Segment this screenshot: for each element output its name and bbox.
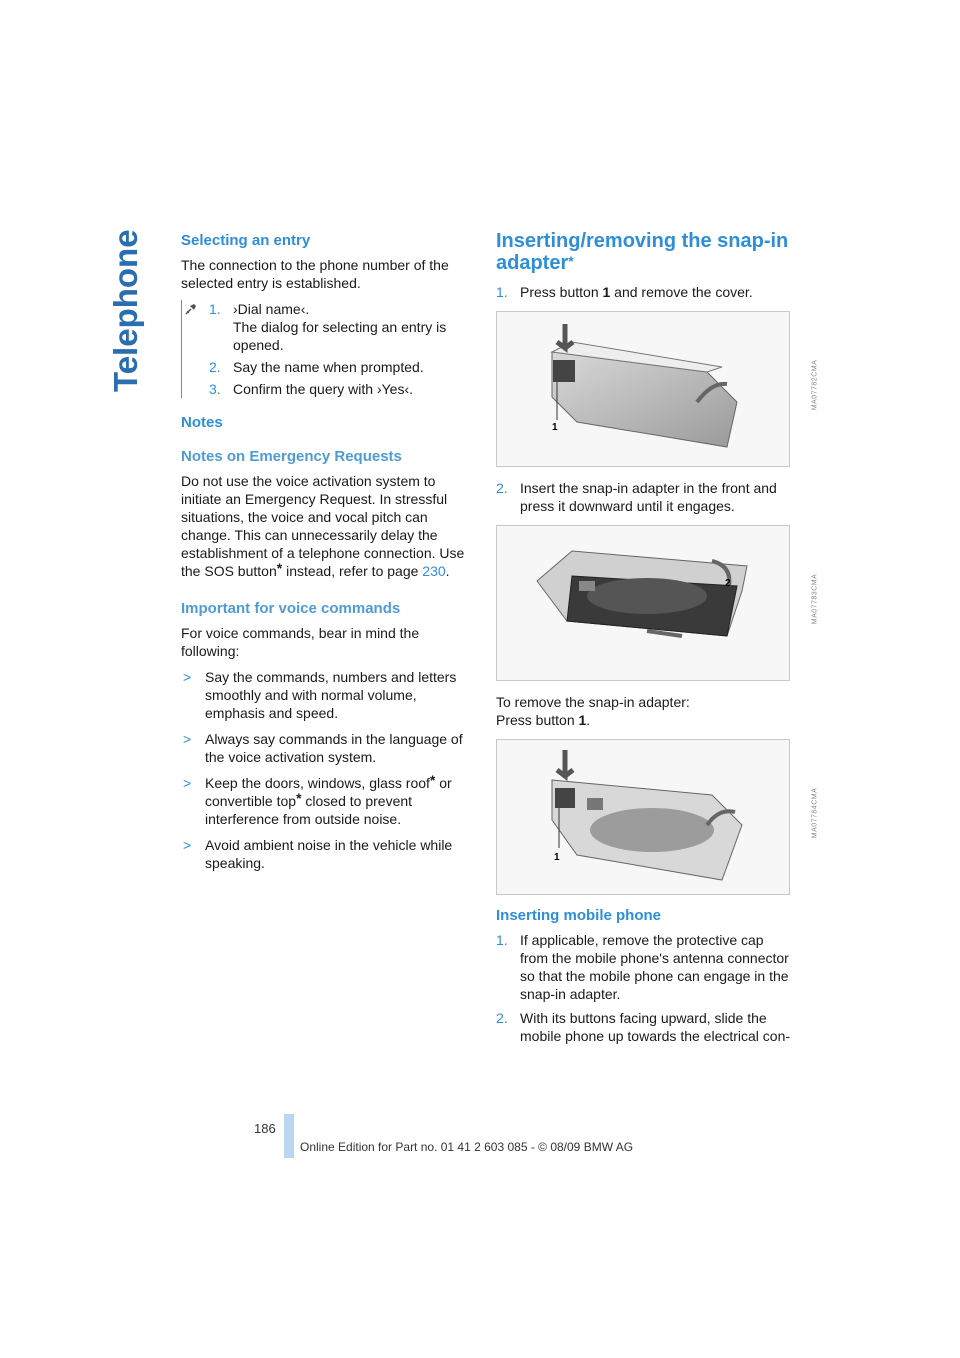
remove-intro: To remove the snap-in adapter: (496, 694, 690, 710)
voice-step: 3. Confirm the query with ›Yes‹. (209, 381, 413, 397)
right-column (496, 230, 819, 1049)
left-column (181, 232, 473, 880)
voice-commands-heading: Important for voice commands (181, 600, 401, 617)
figure-press-button-cover (496, 311, 819, 467)
figure-code: MA07784CMA (811, 787, 819, 839)
mobile-steps (496, 931, 792, 1045)
list-item: 2. With its buttons facing upward, slide the mobile phone up towards the electrical con- (496, 1010, 791, 1044)
notes-heading: Notes (181, 414, 223, 431)
adapter-illustration-1 (497, 312, 791, 468)
voice-command-box (181, 300, 473, 398)
list-item: > Say the commands, numbers and letters smoothly and with normal volume, emphasis and speed. (183, 669, 457, 721)
list-item: > Keep the doors, windows, glass roof* or convertible top* closed to prevent interference from outside noise. (183, 772, 452, 827)
snap-in-adapter-heading: Inserting/removing the snap-in adapter* (496, 230, 789, 274)
list-item: 1. Press button 1 and remove the cover. (496, 284, 753, 300)
voice-command-icon (184, 302, 198, 316)
insert-steps-2 (496, 479, 792, 515)
footer-edition: Online Edition for Part no. 01 41 2 603 085 - © 08/09 BMW AG (300, 1140, 634, 1154)
insert-steps (496, 283, 792, 301)
chapter-side-tab (107, 229, 153, 402)
figure-remove-adapter (496, 739, 819, 895)
selecting-entry-heading: Selecting an entry (181, 232, 311, 249)
emergency-heading: Notes on Emergency Requests (181, 448, 402, 465)
adapter-illustration-2 (497, 526, 791, 682)
list-item: 1. If applicable, remove the protective cap from the mobile phone's antenna connector so that the mobile phone can engage in the snap-in adapter. (496, 932, 789, 1002)
voice-step: 2. Say the name when prompted. (209, 359, 424, 375)
figure-label: 2 (725, 578, 731, 589)
figure-label: 1 (552, 422, 558, 433)
list-item: 2. Insert the snap-in adapter in the front and press it downward until it engages. (496, 480, 777, 514)
emergency-paragraph: Do not use the voice activation system to initiate an Emergency Request. In stressful situations, the voice and vocal pitch can change. This can unnecessarily delay the establishment of a telephone connection. Use the SOS button* instead, refer to page 230. (181, 473, 465, 579)
page-number: 186 (254, 1121, 276, 1136)
voice-commands-intro: For voice commands, bear in mind the following: (181, 625, 420, 659)
list-item: > Always say commands in the language of the voice activation system. (183, 731, 463, 765)
figure-insert-adapter (496, 525, 819, 681)
footer-accent-bar (284, 1114, 294, 1158)
mobile-phone-heading: Inserting mobile phone (496, 907, 662, 924)
voice-step: 1. ›Dial name‹. The dialog for selecting an entry is opened. (209, 301, 447, 353)
voice-steps-list (209, 300, 473, 398)
figure-label: 1 (554, 852, 560, 863)
voice-tips-list (181, 668, 473, 872)
selecting-entry-intro: The connection to the phone number of the selected entry is established. (181, 257, 449, 291)
chapter-title: Telephone (107, 229, 144, 392)
figure-code: MA07782CMA (811, 359, 819, 411)
remove-instruction: Press button 1. (496, 712, 591, 728)
page-link-230[interactable]: 230 (422, 563, 446, 579)
list-item: > Avoid ambient noise in the vehicle while speaking. (183, 837, 453, 871)
figure-code: MA07783CMA (811, 573, 819, 625)
adapter-illustration-3 (497, 740, 791, 896)
